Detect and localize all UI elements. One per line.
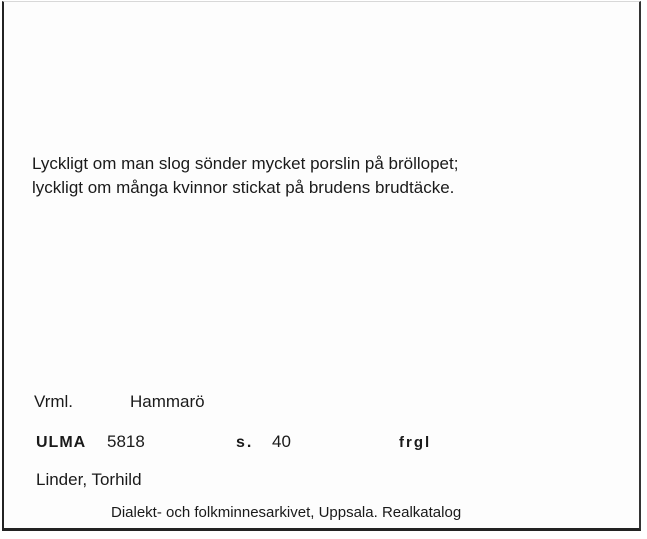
category-code: frgl: [399, 434, 432, 451]
card-text-line-2: lyckligt om många kvinnor stickat på brudens brudtäcke.: [32, 178, 455, 197]
informant-name: Linder, Torhild: [36, 470, 142, 489]
page-label: s.: [236, 434, 254, 451]
archive-code: ULMA: [36, 434, 87, 451]
card-text-line-1: Lyckligt om man slog sönder mycket porslin på bröllopet;: [32, 154, 459, 173]
catalog-card: [2, 1, 641, 531]
archive-footer: Dialekt- och folkminnesarkivet, Uppsala. Realkatalog: [111, 504, 462, 521]
province-label: Vrml.: [34, 392, 74, 411]
card-body-text: [32, 152, 458, 200]
accession-number: 5818: [107, 432, 145, 451]
parish-label: Hammarö: [130, 392, 205, 411]
page-number: 40: [272, 432, 291, 451]
